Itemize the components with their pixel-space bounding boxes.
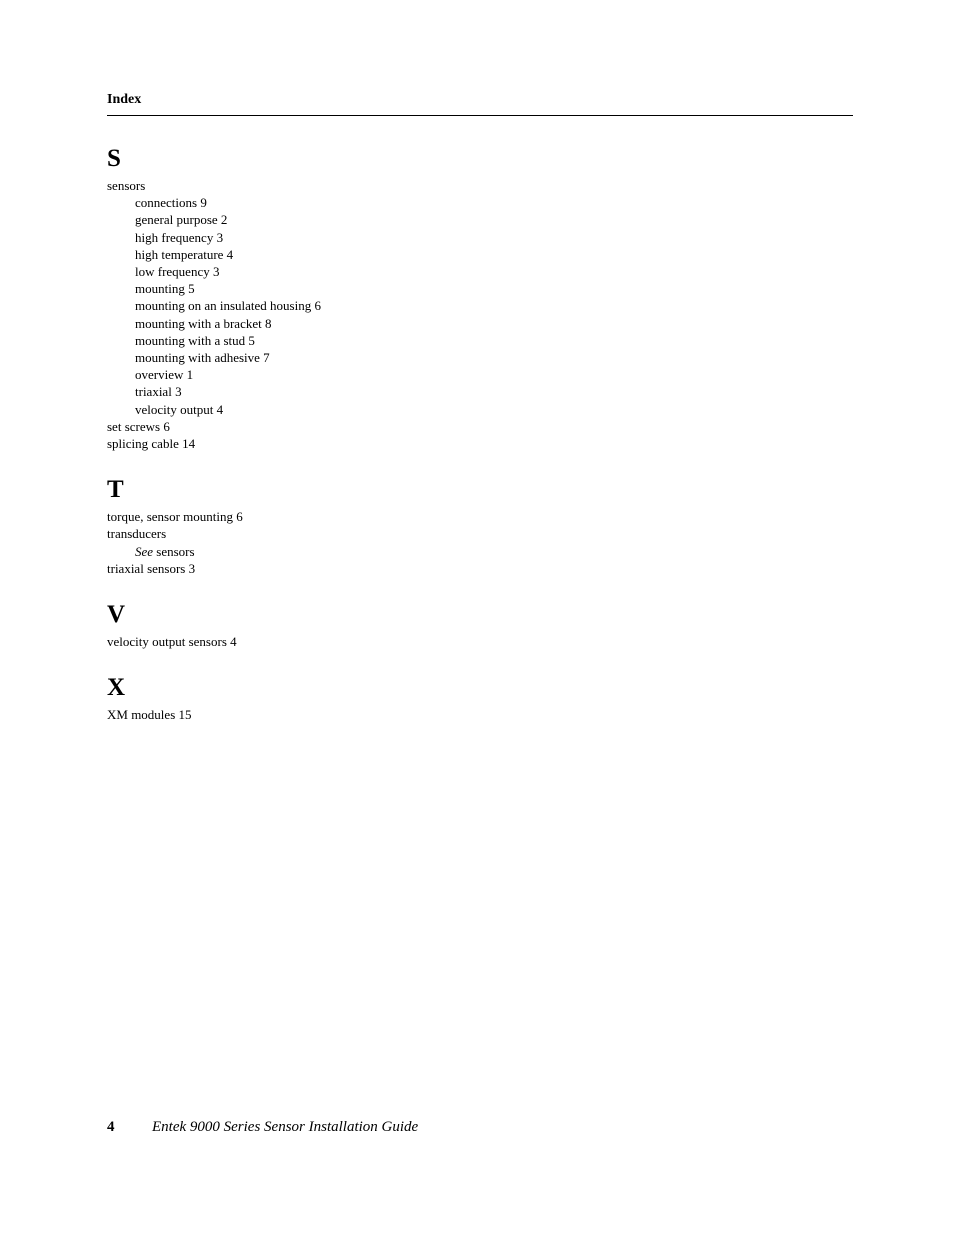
section-letter: S (107, 145, 121, 172)
index-subentry: connections 9 (135, 195, 207, 211)
index-entry: triaxial sensors 3 (107, 560, 196, 576)
page-footer (107, 1118, 418, 1136)
index-section-v (107, 600, 853, 650)
index-subentry: general purpose 2 (135, 212, 228, 228)
index-content (107, 144, 853, 746)
index-entry: sensors (107, 178, 146, 193)
index-section-t (107, 475, 853, 577)
see-reference: See (135, 543, 154, 559)
index-subentry: mounting with a stud 5 (135, 332, 255, 348)
index-entry: transducers (107, 526, 167, 542)
index-subentry: mounting on an insulated housing 6 (135, 298, 321, 314)
index-subentry: triaxial 3 (135, 384, 182, 400)
header-title: Index (107, 92, 142, 107)
section-letter: X (107, 674, 126, 702)
index-entry: torque, sensor mounting 6 (107, 509, 243, 525)
index-entry: XM modules 15 (107, 707, 192, 723)
index-subentry: high temperature 4 (135, 246, 234, 262)
index-entry: velocity output sensors 4 (107, 634, 237, 650)
index-entry: splicing cable 14 (107, 436, 196, 452)
index-subentry: mounting 5 (135, 281, 195, 297)
index-subentry: low frequency 3 (135, 264, 220, 280)
index-subentry: high frequency 3 (135, 229, 224, 245)
section-letter: T (107, 476, 124, 504)
index-section-s (107, 144, 853, 452)
index-section-x (107, 673, 853, 723)
page-number: 4 (107, 1119, 115, 1135)
running-header (107, 91, 853, 116)
section-letter: V (107, 601, 126, 629)
index-subentry: velocity output 4 (135, 401, 224, 417)
index-subentry: mounting with adhesive 7 (135, 350, 270, 366)
index-entry: set screws 6 (107, 418, 170, 434)
index-subentry (107, 543, 853, 560)
index-subentry: mounting with a bracket 8 (135, 315, 272, 331)
entry-text: sensors (153, 543, 195, 559)
guide-title: Entek 9000 Series Sensor Installation Guide (152, 1119, 419, 1135)
index-subentry: overview 1 (135, 367, 194, 383)
